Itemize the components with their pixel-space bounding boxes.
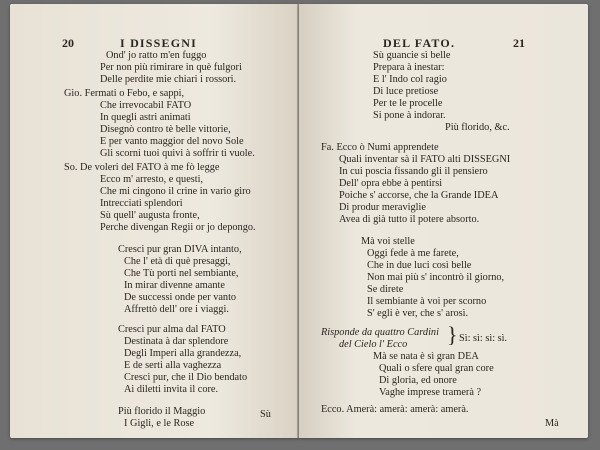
verse-line: Vaghe imprese tramerà ? (379, 387, 482, 398)
verse-line: Gio. Fermati o Febo, e sappi, (64, 88, 185, 99)
verse-line: Sù guancie sì belle (373, 50, 451, 61)
verse-line: Il sembiante à voi per scorno (367, 296, 487, 307)
verse-line: Dell' opra ebbe à pentirsi (339, 178, 443, 189)
verse-line: Poiche s' accorse, che la Grande IDEA (339, 190, 499, 201)
verse-line: Sù quell' augusta fronte, (100, 210, 200, 221)
verse-line: Ecco m' arresto, e questi, (100, 174, 204, 185)
verse-line: Di gloria, ed onore (379, 375, 457, 386)
verse-line: In quegli astri animati (100, 112, 191, 123)
verse-line: E de serti alla vaghezza (124, 360, 222, 371)
left-page (10, 4, 299, 438)
verse-line: Cresci pur gran DIVA intanto, (118, 244, 242, 255)
verse-line: Mà voi stelle (361, 236, 415, 247)
verse-line: Quali o sfere qual gran core (379, 363, 494, 374)
verse-line: Per non più rimirare in què fulgori (100, 62, 242, 73)
verse-line: E l' Indo col ragio (373, 74, 447, 85)
verse-line: Non mai più s' incontrò il giorno, (367, 272, 505, 283)
verse-line: Che irrevocabil FATO (100, 100, 192, 111)
verse-line: I Gigli, e le Rose (124, 418, 195, 429)
verse-line: Disegnò contro tè belle vittorie, (100, 124, 231, 135)
verse-line: Cresci pur alma dal FATO (118, 324, 226, 335)
right-page (299, 4, 588, 438)
verse-line: Perche divengan Regii or jo depongo. (100, 222, 256, 233)
verse-line: Di produr meraviglie (339, 202, 426, 213)
page-number: 21 (513, 36, 525, 50)
running-head: I DISSEGNI (120, 36, 198, 50)
verse-line: Se direte (367, 284, 404, 295)
verse-line: Avea di già tutto il potere absorto. (339, 214, 480, 225)
verse-line: Che mi cingono il crine in vario giro (100, 186, 251, 197)
verse-line: Prepara à inestar: (373, 62, 445, 73)
verse-line: In mirar divenne amante (124, 280, 225, 291)
verse-line: De successi onde per vanto (124, 292, 237, 303)
verse-line: Affrettò dell' ore i viaggi. (124, 304, 229, 315)
verse-line: Gli scorni tuoi quivi à soffrir ti vuole. (100, 148, 255, 159)
verse-line: Ai diletti invita il core. (124, 384, 219, 395)
catchword: Sù (260, 409, 271, 420)
verse-line: Ond' jo ratto m'en fuggo (106, 50, 207, 61)
verse-line: In cui poscia fissando gli il pensiero (339, 166, 488, 177)
running-head: DEL FATO. (383, 36, 456, 50)
verse-line: Che in due luci così belle (367, 260, 472, 271)
verse-line: Delle perdite mie chiari i rossori. (100, 74, 237, 85)
verse-line: Per te le procelle (373, 98, 443, 109)
stage-direction: del Cielo l' Ecco (339, 339, 408, 350)
verse-line: Più florido il Maggio (118, 406, 206, 417)
verse-line: Ecco. Amerà: amerà: amerà: amerà. (321, 404, 469, 415)
verse-line: So. De voleri del FATO à me fò legge (64, 162, 220, 173)
verse-line: Che l' età di què presaggi, (124, 256, 231, 267)
verse-line: E per vanto maggior del novo Sole (100, 136, 244, 147)
stage-direction: Risponde da quattro Cardini (321, 327, 439, 338)
verse-line: Di luce pretiose (373, 86, 439, 97)
page-number: 20 (62, 36, 74, 50)
catchword: Mà (545, 418, 559, 429)
verse-line: Mà se nata è sì gran DEA (373, 351, 479, 362)
verse-line: Destinata à dar splendore (124, 336, 229, 347)
verse-line: S' egli è ver, che s' arosì. (367, 308, 469, 319)
open-book (10, 4, 588, 438)
verse-line: Degli Imperi alla grandezza, (124, 348, 242, 359)
verse-line: Cresci pur, che il Dio bendato (124, 372, 248, 383)
brace-glyph: } (447, 322, 458, 347)
verse-line: Si pone à indorar. (373, 110, 446, 121)
verse-line: Che Tù porti nel sembiante, (124, 268, 239, 279)
verse-line: Oggi fede à me farete, (367, 248, 459, 259)
verse-line: Sì: sì: sì: sì. (459, 333, 508, 344)
verse-line: Intrecciati splendori (100, 198, 183, 209)
verse-line: Fa. Ecco ò Numi apprendete (321, 142, 439, 153)
verse-line: Quali inventar sà il FATO alti DISSEGNI (339, 154, 511, 165)
verse-line: Più florido, &c. (445, 122, 510, 133)
